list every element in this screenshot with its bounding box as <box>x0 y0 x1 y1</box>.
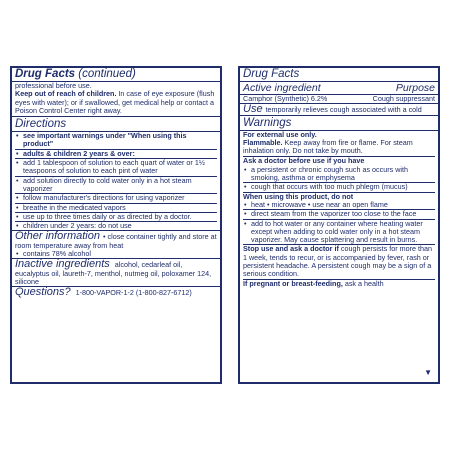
questions-title: Questions? <box>15 286 71 299</box>
warnings-title: Warnings <box>240 115 438 131</box>
inactive-ingredients-text: alcohol, cedarleaf oil, eucalyptus oil, laureth-7, menthol, nutmeg oil, poloxamer 124, silicone <box>15 260 212 286</box>
active-ingredient-row <box>240 82 438 94</box>
list-item: • cough that occurs with too much phlegm (mucus) <box>243 182 435 191</box>
right-header: Drug Facts <box>240 68 438 82</box>
list-item: • add to hot water or any container where heating water except when adding to cold water only in a hot steam vaporizer. May cause splattering and result in burns. <box>243 219 435 245</box>
inactive-ingredients-title: Inactive ingredients <box>15 258 110 271</box>
list-item: • heat • microwave • use near an open flame <box>243 201 435 209</box>
flammable-bold: Flammable. <box>243 137 283 147</box>
stop-use-rest: cough persists for more than 1 week, tends to recur, or is accompanied by fever, rash or persistent headache. A persistent cough may be a sign of a serious condition. <box>243 244 432 279</box>
pregnant-rest: ask a health <box>342 278 384 288</box>
pre-line: professional before use. <box>15 81 92 90</box>
pregnant-text <box>243 279 435 288</box>
flammable-rest: Keep away from fire or flame. For steam inhalation only. Do not take by mouth. <box>243 137 413 156</box>
drug-facts-panel <box>238 66 440 384</box>
ask-doctor-heading: Ask a doctor before use if you have <box>243 156 435 165</box>
questions <box>12 286 220 297</box>
keep-out-bold: Keep out of reach of children. <box>15 89 117 99</box>
list-item: • breathe in the medicated vapors <box>15 203 217 212</box>
active-ingredient-purpose: Cough suppressant <box>372 94 435 103</box>
warnings-body <box>240 131 438 288</box>
use-text: temporarily relieves cough associated with a cold <box>265 105 422 115</box>
list-item: • add solution directly to cold water only in a hot steam vaporizer <box>15 176 217 194</box>
left-header-suffix: (continued) <box>75 68 136 80</box>
left-header <box>12 68 220 82</box>
list-item: • see important warnings under "When using this product" <box>15 132 217 149</box>
active-ingredient-line <box>240 94 438 103</box>
other-info-1: close container tightly and store at room temperature away from heat <box>15 232 217 250</box>
keep-out-text <box>12 90 220 116</box>
when-using-heading: When using this product, do not <box>243 192 435 201</box>
use-section <box>240 103 438 114</box>
list-item: • direct steam from the vaporizer too close to the face <box>243 209 435 218</box>
list-item: • a persistent or chronic cough such as occurs with smoking, asthma or emphysema <box>243 166 435 183</box>
other-information: Other information • close container tightly and store at room temperature away from heat • contains 78% alcohol <box>12 230 220 258</box>
keep-out-rest: In case of eye exposure (flush eyes with water); or if swallowed, get medical help or contact a Poison Control Center right away. <box>15 89 215 115</box>
list-item: • add 1 tablespoon of solution to each quart of water or 1½ teaspoons of solution to each pint of water <box>15 158 217 176</box>
flammable-text <box>243 139 435 157</box>
external-use: For external use only. <box>243 129 317 139</box>
other-information-title: Other information <box>15 230 100 243</box>
drug-facts-continued-panel <box>10 66 222 384</box>
stop-use-bold: Stop use and ask a doctor if <box>243 244 339 254</box>
list-item: • use up to three times daily or as directed by a doctor. <box>15 212 217 221</box>
list-item: • adults & children 2 years & over: <box>15 149 217 158</box>
use-title: Use <box>243 103 263 116</box>
list-item: • children under 2 years: do not use <box>15 221 217 230</box>
continue-arrow-icon: ▼ <box>424 368 432 377</box>
active-ingredient-name: Camphor (Synthetic) 6.2% <box>243 94 328 103</box>
inactive-ingredients <box>12 258 220 286</box>
purpose-title: Purpose <box>395 82 435 94</box>
list-item: • follow manufacturer's directions for using vaporizer <box>15 193 217 202</box>
left-header-title: Drug Facts <box>15 68 76 80</box>
questions-phone: 1-800-VAPOR-1-2 (1-800-827-6712) <box>73 288 192 298</box>
stop-use-text <box>243 244 435 278</box>
directions-title: Directions <box>12 116 220 132</box>
directions-list <box>12 132 220 230</box>
pregnant-bold: If pregnant or breast-feeding, <box>243 278 343 288</box>
active-ingredient-title: Active ingredient <box>243 82 321 94</box>
list-item: • contains 78% alcohol <box>15 250 217 258</box>
